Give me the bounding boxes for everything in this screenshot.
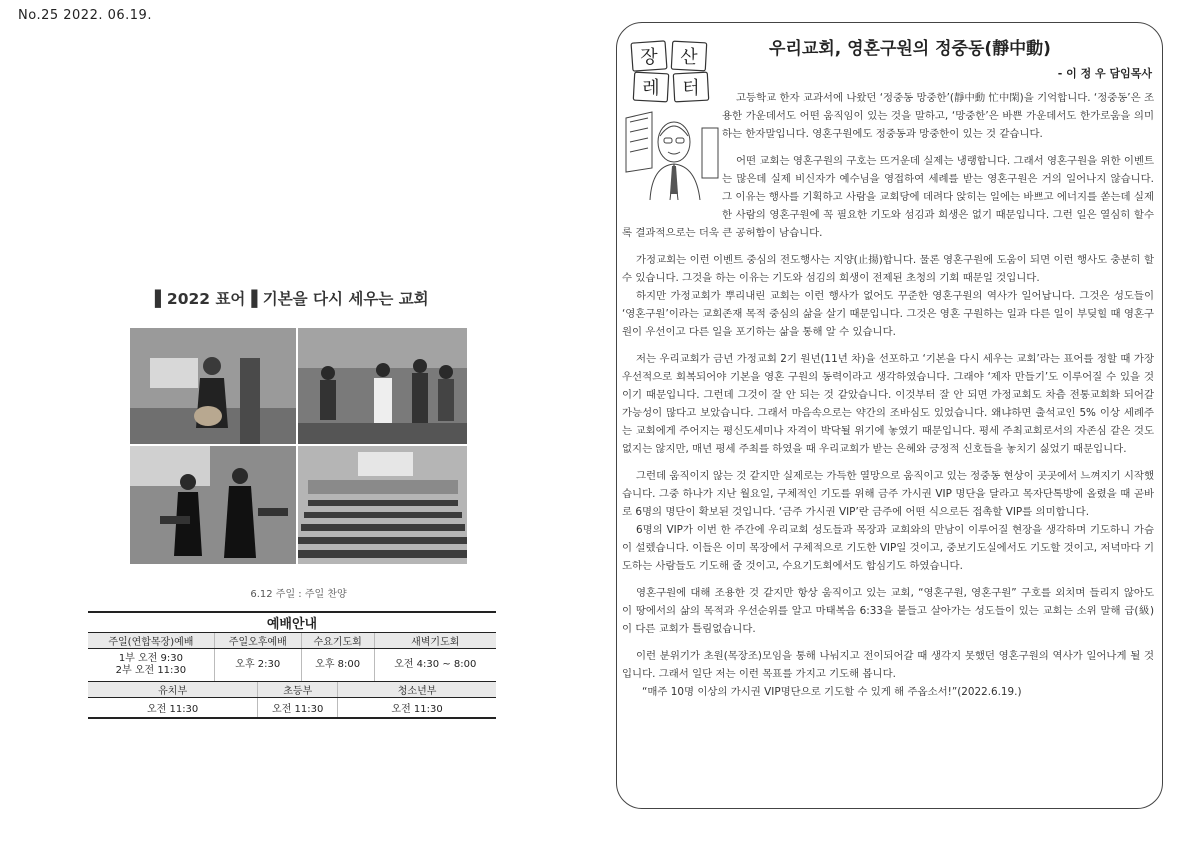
annual-motto: ▌2022 표어▐ 기본을 다시 세우는 교회	[155, 290, 429, 308]
photo-singer-guitar	[130, 328, 296, 444]
header-wednesday-prayer: 수요기도회	[301, 633, 374, 649]
worship-table-title: 예배안내	[88, 612, 496, 633]
header-youth: 청소년부	[338, 682, 496, 698]
logo-char-1: 장	[640, 47, 658, 68]
issue-number: No.25 2022. 06.19.	[18, 8, 152, 23]
time-kindergarten: 오전 11:30	[88, 698, 258, 719]
worship-schedule-table	[88, 611, 496, 719]
letter-body	[622, 89, 1154, 710]
letter-paragraph: 저는 우리교회가 금년 가정교회 2기 원년(11년 차)을 선포하고 ‘기본을 다시 세우는 교회’라는 표어를 정할 때 가장 우선적으로 회복되어야 기본을 영혼 구원의 동력이라고 생각하였습니다. 그래야 ‘제자 만들기’도 이루어질 수 있을 것이기 때문입니다. 그런데 그것이 잘 안 되는 것 같았습니다. 이것부터 잘 안 되면 가정교회도 차츰 전통교회화 되어갈 가능성이 많다고 보았습니다. 그래서 마음속으로는 약간의 조바심도 있었습니다. 왜냐하면 출석교인 5% 이상 세례주는 교회에게 주어지는 평신도세미나 자격이 박닥될 위기에 놓였기 때문입니다. 평세 주최교회로서의 자존심 같은 것도 없지는 않지만, 매년 평세 주최를 하였을 때 우리교회가 받는 은혜와 긍정적 신호들을 놓치기 싫었기 때문입니다.	[622, 353, 1154, 455]
photo-band	[298, 328, 467, 444]
time-elementary: 오전 11:30	[258, 698, 338, 719]
header-elementary: 초등부	[258, 682, 338, 698]
photo-caption: 6.12 주일 : 주일 찬양	[250, 589, 347, 600]
header-kindergarten: 유치부	[88, 682, 258, 698]
time-wednesday-prayer: 오후 8:00	[301, 649, 374, 682]
photo-duet	[130, 446, 296, 564]
letter-paragraph: 어떤 교회는 영혼구원의 구호는 뜨거운데 실제는 냉랭합니다. 그래서 영혼구원을 위한 이벤트는 많은데 실제 비신자가 예수님을 영접하여 세례를 받는 영혼구원은 거의 일어나지 않습니다. 그 이유는 행사를 기획하고 사람을 교회당에 데려다 앉히는 일에는 바쁘고 에너지를 쏟는데 실제 한 사람의 영혼구원에 꼭 필요한 기도와 섬김과 희생은 없기 때문입니다. 그런 일은 열심히 할수록 결과적으로는 더욱 큰 공허함이 남습니다.	[622, 155, 1154, 239]
letter-author: - 이 정 우 담임목사	[1057, 67, 1152, 80]
header-sunday-afternoon: 주일오후예배	[214, 633, 301, 649]
header-sunday-service: 주일(연합목장)예배	[88, 633, 214, 649]
letter-paragraph: 고등학교 한자 교과서에 나왔던 ‘정중동 망중한’(靜中動 忙中閑)을 기억합니다. ‘정중동’은 조용한 가운데서도 어떤 움직임이 있는 것을 말하고, ‘망중한’은 바쁜 가운데서도 한가로움을 의미하는 한자말입니다. 영혼구원에도 정중동과 망중한이 있는 것 같습니다.	[722, 92, 1154, 140]
photo-grid	[130, 328, 467, 564]
header-dawn-prayer: 새벽기도회	[374, 633, 496, 649]
photo-congregation	[298, 446, 467, 564]
letter-paragraph: 영혼구원에 대해 조용한 것 같지만 항상 움직이고 있는 교회, “영혼구원, 영혼구원” 구호를 외치며 들리지 않아도 이 땅에서의 삶의 목적과 우선순위를 알고 마태복음 6:33을 붙들고 살아가는 성도들이 있는 교회는 소위 말해 급(級)이 다른 교회가 틀림없습니다.	[622, 587, 1154, 635]
letter-paragraph: 그런데 움직이지 않는 것 같지만 실제로는 가득한 열망으로 움직이고 있는 정중동 현상이 곳곳에서 느껴지기 시작했습니다. 그중 하나가 지난 월요일, 구체적인 기도를 위해 금주 가시권 VIP 명단을 달라고 목자단톡방에 올렸을 때 곧바로 6명의 명단이 확보된 것입니다. ‘금주 가시권 VIP’란 금주에 어떤 식으로든 접촉할 VIP를 의미합니다.	[622, 470, 1154, 518]
time-sunday-service: 1부 오전 9:30 2부 오전 11:30	[88, 649, 214, 682]
time-youth: 오전 11:30	[338, 698, 496, 719]
letter-paragraph: 이런 분위기가 초원(목장조)모임을 통해 나눠지고 전이되어갈 때 생각지 못했던 영혼구원의 역사가 일어나게 될 것입니다. 그래서 일단 저는 이런 목표를 가지고 기도해 봅니다.	[622, 650, 1154, 680]
letter-closing-prayer: “매주 10명 이상의 가시권 VIP명단으로 기도할 수 있게 해 주옵소서!”(2022.6.19.)	[642, 686, 1022, 698]
letter-paragraph: 6명의 VIP가 이번 한 주간에 우리교회 성도들과 목장과 교회와의 만남이 이루어질 현장을 생각하며 기도하니 가슴이 설렜습니다. 이들은 이미 목장에서 구체적으로 기도한 VIP일 것이고, 중보기도실에서도 기도할 것이고, 저녁마다 기도하는 사람들도 기도해 줄 것이고, 수요기도회에서도 합심기도 하였습니다.	[622, 524, 1154, 572]
logo-char-4: 터	[682, 78, 700, 99]
letter-paragraph: 가정교회는 이런 이벤트 중심의 전도행사는 지양(止揚)합니다. 물론 영혼구원에 도움이 되면 이런 행사도 충분히 할 수 있습니다. 그것을 하는 이유는 기도와 섬김의 희생이 전제된 초청의 기회 때문일 것입니다.	[622, 254, 1154, 284]
letter-title: 우리교회, 영혼구원의 정중동(靜中動)	[769, 39, 1051, 59]
time-dawn-prayer: 오전 4:30 ~ 8:00	[374, 649, 496, 682]
letter-paragraph: 하지만 가정교회가 뿌리내린 교회는 이런 행사가 없어도 꾸준한 영혼구원의 역사가 일어납니다. 그것은 성도들이 ‘영혼구원’이라는 교회존재 목적 중심의 삶을 살기 때문입니다. 그것은 영혼 구원하는 일과 다른 일이 부딪힐 때 영혼구원이 우선이고 다른 일을 포기하는 삶을 통해 알 수 있습니다.	[622, 290, 1154, 338]
time-sunday-afternoon: 오후 2:30	[214, 649, 301, 682]
logo-char-2: 산	[680, 47, 698, 68]
logo-char-3: 레	[642, 78, 660, 99]
